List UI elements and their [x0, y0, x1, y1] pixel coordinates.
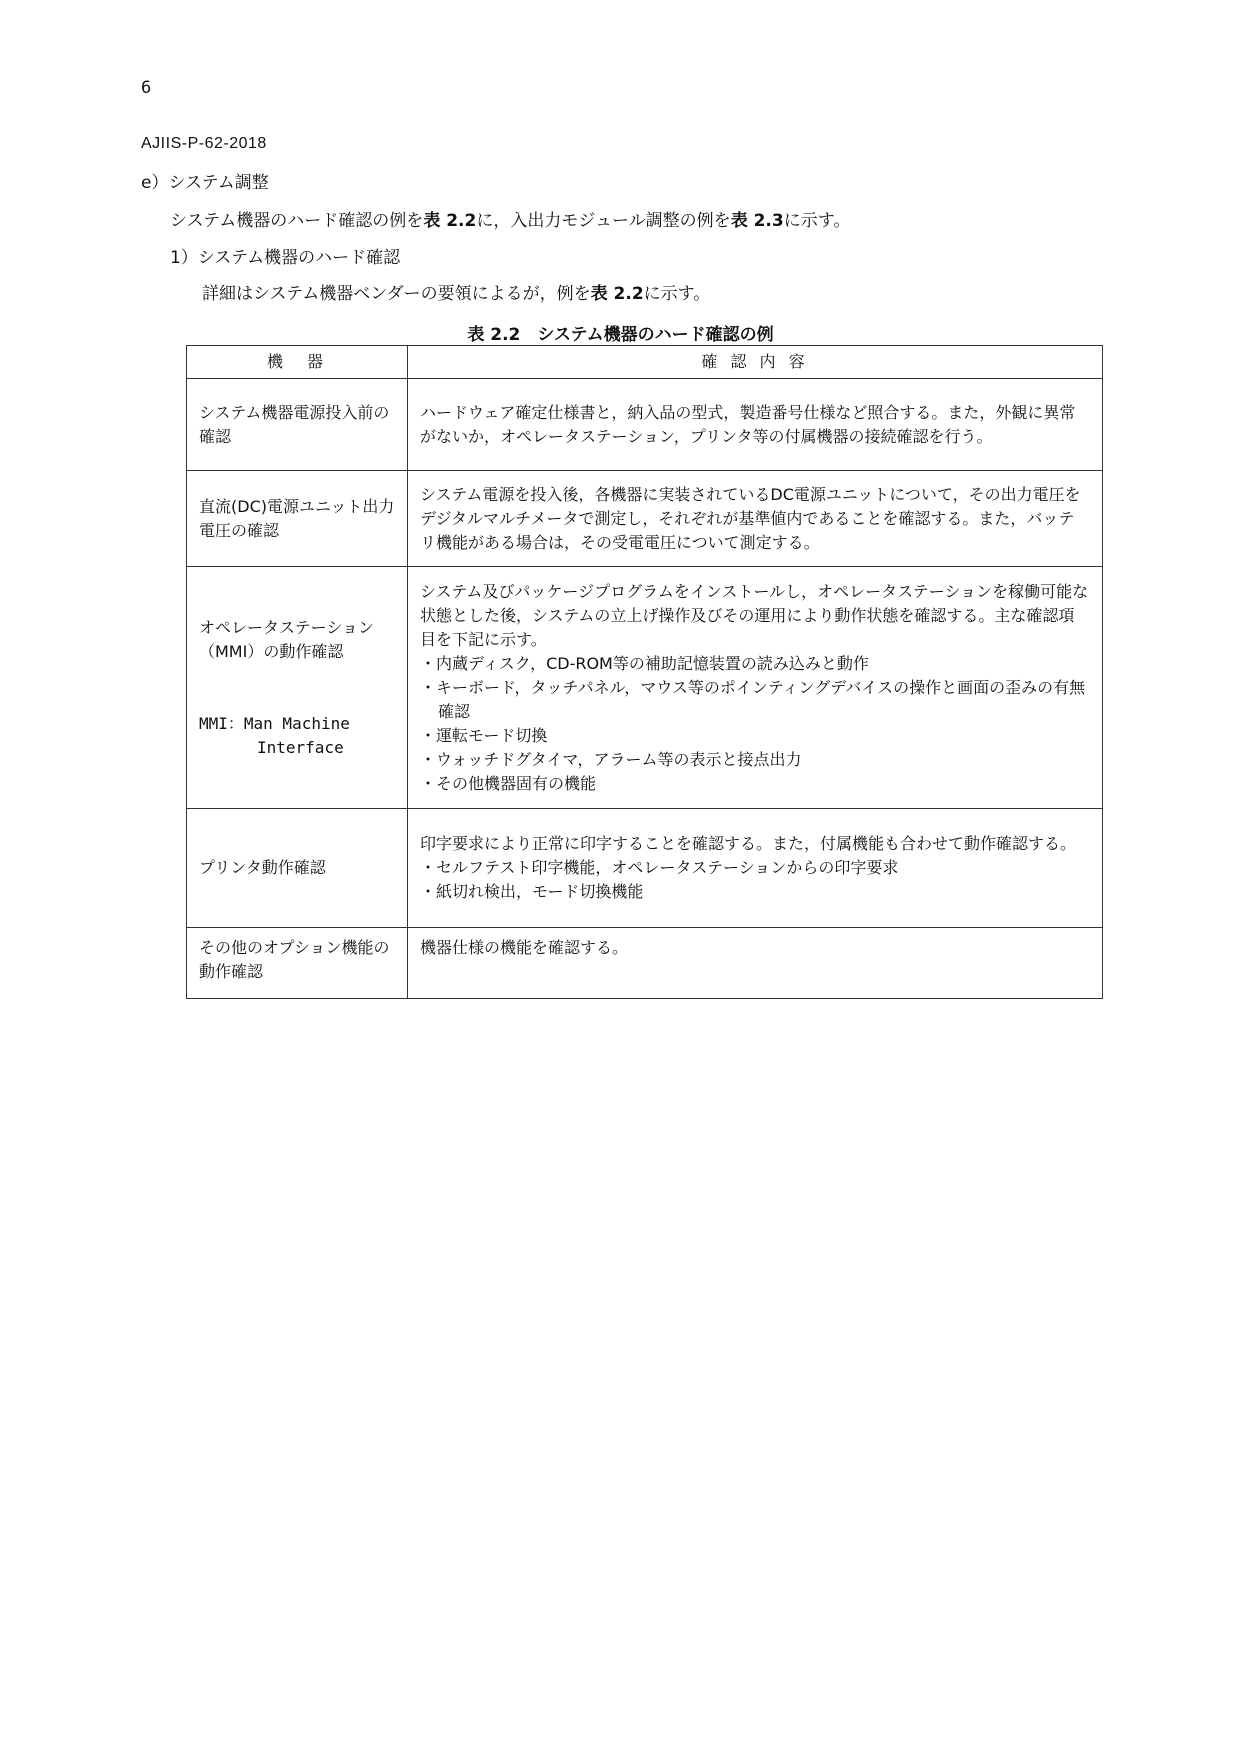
intro-text: に示す。 — [783, 211, 851, 231]
content-cell: ハードウェア確定仕様書と，納入品の型式，製造番号仕様など照合する。また，外観に異常がないか，オペレータステーション，プリンタ等の付属機器の接続確認を行う。 — [408, 379, 1103, 471]
equipment-cell: その他のオプション機能の動作確認 — [187, 928, 408, 999]
sub-heading: 1）システム機器のハード確認 — [170, 248, 401, 268]
mmi-note-continued: Interface — [257, 737, 344, 757]
content-cell: システム電源を投入後，各機器に実装されているDC電源ユニットについて，その出力電圧をデジタルマルチメータで測定し，それぞれが基準値内であることを確認する。また，バッテリ機能がある場合は，その受電電圧について測定する。 — [408, 471, 1103, 567]
list-item: ・運転モード切換 — [420, 725, 548, 745]
content-text: 印字要求により正常に印字することを確認する。また，付属機能も合わせて動作確認する。 — [420, 834, 1077, 853]
page-number: 6 — [141, 78, 152, 98]
sub-text — [202, 284, 710, 304]
mmi-note: MMI：Man Machine — [199, 713, 350, 733]
table-ref-link: 表 2.2 — [423, 211, 477, 231]
list-item: ・その他機器固有の機能 — [420, 773, 597, 793]
list-item: ・キーボード，タッチパネル，マウス等のポインティングデバイスの操作と画面の歪みの有無確認 — [420, 677, 1086, 721]
table-row — [187, 471, 1103, 567]
table-row — [187, 567, 1103, 809]
column-header-equipment: 機 器 — [187, 346, 408, 379]
sub-text-part: 詳細はシステム機器ベンダーの要領によるが，例を — [202, 284, 591, 304]
table-caption: 表 2.2 システム機器のハード確認の例 — [467, 325, 774, 345]
document-id: AJIIS-P-62-2018 — [141, 135, 267, 152]
equipment-cell — [187, 567, 408, 809]
list-item: ・セルフテスト印字機能，オペレータステーションからの印字要求 — [420, 858, 899, 877]
list-item: ・紙切れ検出，モード切換機能 — [420, 882, 644, 901]
table-row — [187, 809, 1103, 928]
content-cell: 機器仕様の機能を確認する。 — [408, 928, 1103, 999]
intro-text: システム機器のハード確認の例を — [170, 211, 424, 231]
list-item: ・内蔵ディスク，CD-ROM等の補助記憶装置の読み込みと動作 — [420, 653, 869, 673]
content-cell — [408, 567, 1103, 809]
equipment-cell: 直流(DC)電源ユニット出力電圧の確認 — [187, 471, 408, 567]
content-text: システム及びパッケージプログラムをインストールし，オペレータステーションを稼働可能な状態とした後，システムの立上げ操作及びその運用により動作状態を確認する。主な確認項目を下記に示す。 — [420, 581, 1089, 649]
content-cell — [408, 809, 1103, 928]
equipment-label: オペレータステーション（MMI）の動作確認 — [199, 617, 375, 661]
equipment-cell: システム機器電源投入前の確認 — [187, 379, 408, 471]
section-intro — [170, 211, 850, 231]
table-row — [187, 379, 1103, 471]
table-ref-link: 表 2.2 — [590, 284, 644, 304]
table-ref-link: 表 2.3 — [730, 211, 784, 231]
table-row — [187, 928, 1103, 999]
list-item: ・ウォッチドグタイマ，アラーム等の表示と接点出力 — [420, 749, 802, 769]
sub-text-part: に示す。 — [643, 284, 711, 304]
table-header-row — [187, 346, 1103, 379]
section-heading: e）システム調整 — [141, 173, 269, 193]
column-header-content: 確 認 内 容 — [408, 346, 1103, 379]
intro-text: に，入出力モジュール調整の例を — [476, 211, 731, 231]
equipment-cell: プリンタ動作確認 — [187, 809, 408, 928]
confirmation-table — [186, 345, 1103, 999]
